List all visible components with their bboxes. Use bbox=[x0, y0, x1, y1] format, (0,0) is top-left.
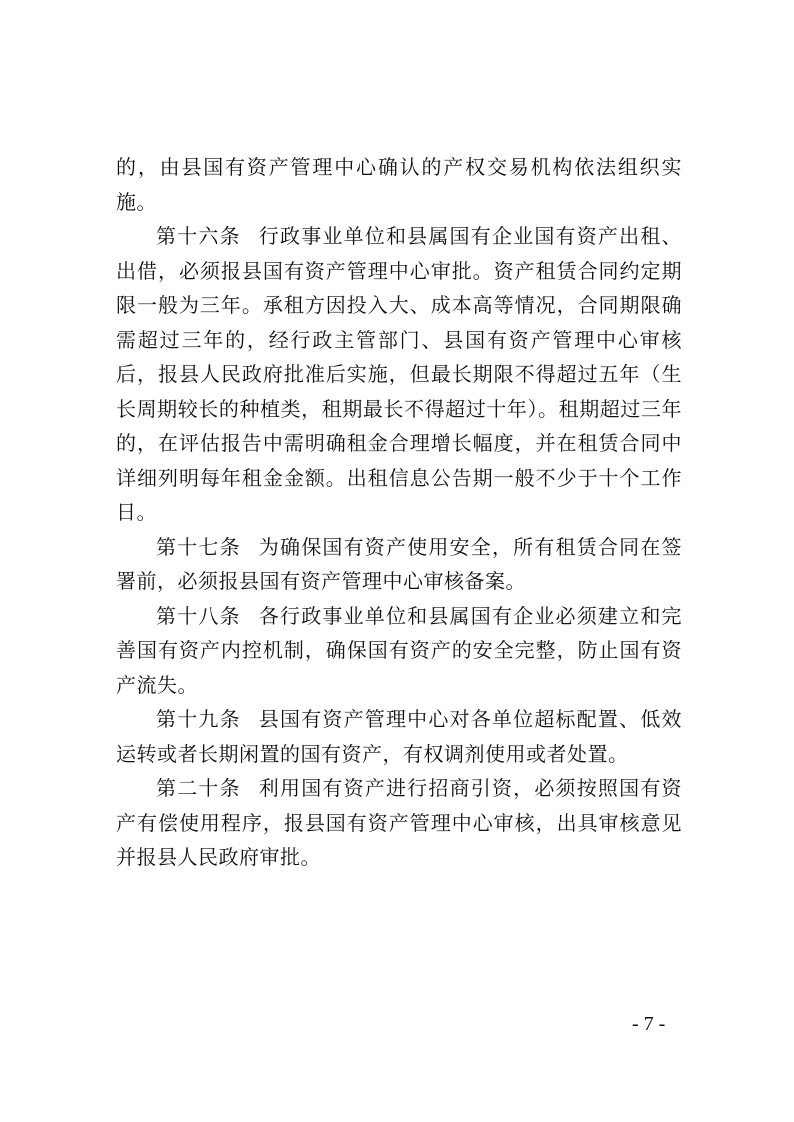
article-text: 为确保国有资产使用安全，所有租赁合同在签署前，必须报县国有资产管理中心审核备案。 bbox=[116, 534, 683, 593]
paragraph-text: 的，由县国有资产管理中心确认的产权交易机构依法组织实施。 bbox=[116, 155, 682, 214]
article-text: 利用国有资产进行招商引资，必须按照国有资产有偿使用程序，报县国有资产管理中心审核，出具审核意见并报县人民政府审批。 bbox=[116, 776, 683, 869]
article-16 bbox=[116, 219, 682, 530]
article-number: 第二十条 bbox=[156, 776, 241, 800]
article-20 bbox=[116, 771, 682, 875]
article-17 bbox=[116, 530, 682, 599]
paragraph-continuation bbox=[116, 150, 682, 219]
document-body bbox=[116, 150, 682, 875]
article-number: 第十六条 bbox=[156, 224, 241, 248]
article-number: 第十七条 bbox=[156, 534, 241, 559]
article-text: 县国有资产管理中心对各单位超标配置、低效运转或者长期闲置的国有资产，有权调剂使用或者处置。 bbox=[116, 707, 683, 766]
article-number: 第十九条 bbox=[156, 707, 241, 731]
page-number: - 7 - bbox=[632, 1013, 666, 1035]
article-number: 第十八条 bbox=[156, 603, 241, 628]
article-text: 行政事业单位和县属国有企业国有资产出租、出借，必须报县国有资产管理中心审批。资产租赁合同约定期限一般为三年。承租方因投入大、成本高等情况，合同期限确需超过三年的，经行政主管部门、县国有资产管理中心审核后，报县人民政府批准后实施，但最长期限不得超过五年（生长周期较长的种植类，租期最长不得超过十年）。租期超过三年的，在评估报告中需明确租金合理增长幅度，并在租赁合同中详细列明每年租金金额。出租信息公告期一般不少于十个工作日。 bbox=[116, 224, 683, 524]
article-18 bbox=[116, 599, 682, 703]
article-19 bbox=[116, 702, 682, 771]
article-text: 各行政事业单位和县属国有企业必须建立和完善国有资产内控机制，确保国有资产的安全完整，防止国有资产流失。 bbox=[116, 603, 683, 697]
